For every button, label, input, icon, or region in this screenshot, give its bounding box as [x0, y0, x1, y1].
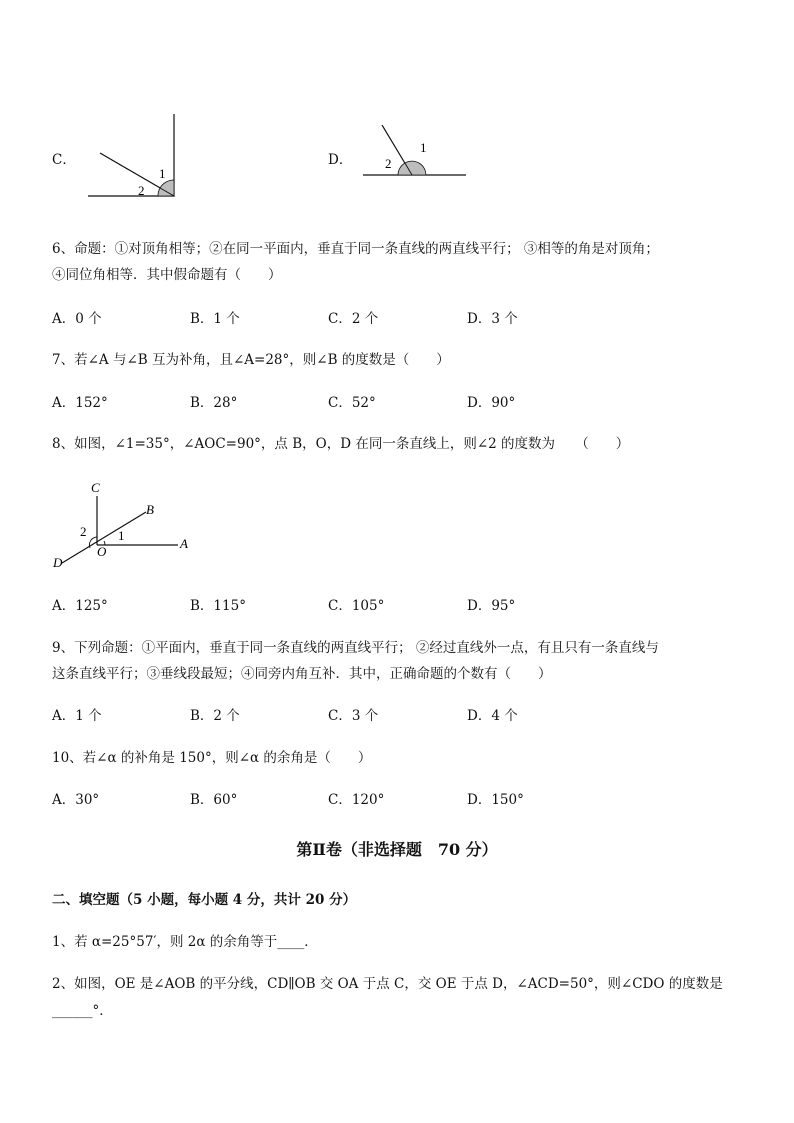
q6-text-line1: 6、命题：①对顶角相等；②在同一平面内，垂直于同一条直线的两直线平行； ③相等的角是对顶角； [52, 241, 659, 257]
q6-option-d: D．3 个 [467, 311, 518, 327]
q9-option-b: B．2 个 [190, 708, 240, 724]
angle-1-label: 1 [118, 528, 125, 543]
q10-option-b: B．60° [190, 792, 238, 808]
q10-option-c: C．120° [328, 792, 385, 808]
q10-option-a: A．30° [52, 792, 100, 808]
q5-figure-d [360, 118, 470, 183]
angle-1-label: 1 [159, 166, 166, 181]
q10-option-d: D．150° [467, 792, 524, 808]
fill2-text-line1: 2、如图，OE 是∠AOB 的平分线，CD∥OB 交 OA 于点 C，交 OE 于点 D，∠ACD=50°，则∠CDO 的度数是 [52, 976, 723, 992]
q7-option-c: C．52° [328, 395, 376, 411]
option-d-label: D． [328, 152, 353, 168]
q8-option-b: B．115° [190, 598, 246, 614]
point-c-label: C [91, 480, 100, 495]
fill1-text: 1、若 α=25°57′，则 2α 的余角等于____． [52, 934, 318, 950]
q6-text-line2: ④同位角相等．其中假命题有（ ） [52, 267, 282, 283]
fill2-text-line2: ______°． [52, 1003, 113, 1019]
q7-option-a: A．152° [52, 395, 108, 411]
q8-option-c: C．105° [328, 598, 385, 614]
q7-option-b: B．28° [190, 395, 238, 411]
q8-text: 8、如图，∠1=35°，∠AOC=90°，点 B，O，D 在同一条直线上，则∠2 的度数为 （ ） [52, 436, 630, 452]
point-b-label: B [146, 502, 154, 517]
point-a-label: A [180, 536, 188, 551]
angle-2-label: 2 [138, 183, 145, 198]
point-o-label: O [97, 544, 107, 559]
section2-heading: 二、填空题（5 小题，每小题 4 分，共计 20 分） [52, 892, 357, 908]
part2-title: 第Ⅱ卷（非选择题 70 分） [296, 840, 498, 859]
q9-text-line2: 这条直线平行；③垂线段最短；④同旁内角互补．其中，正确命题的个数有（ ） [52, 666, 552, 682]
q9-text-line1: 9、下列命题：①平面内，垂直于同一条直线的两直线平行； ②经过直线外一点，有且只有一条直线与 [52, 640, 659, 656]
angle-2-label: 2 [385, 156, 392, 171]
option-c-label: C． [52, 152, 76, 168]
q10-text: 10、若∠α 的补角是 150°，则∠α 的余角是（ ） [52, 750, 372, 766]
q6-option-b: B．1 个 [190, 311, 240, 327]
q6-option-c: C．2 个 [328, 311, 379, 327]
angle-1-label: 1 [420, 140, 427, 155]
q8-figure [48, 476, 198, 571]
q8-option-d: D．95° [467, 598, 516, 614]
angle-2-label: 2 [80, 524, 87, 539]
q9-option-a: A．1 个 [52, 708, 102, 724]
q7-option-d: D．90° [467, 395, 516, 411]
q8-option-a: A．125° [52, 598, 108, 614]
q9-option-c: C．3 个 [328, 708, 379, 724]
q9-option-d: D．4 个 [467, 708, 518, 724]
q7-text: 7、若∠A 与∠B 互为补角，且∠A=28°，则∠B 的度数是（ ） [52, 352, 450, 368]
q6-option-a: A．0 个 [52, 311, 102, 327]
q5-figure-c [80, 108, 190, 203]
point-d-label: D [53, 555, 63, 570]
